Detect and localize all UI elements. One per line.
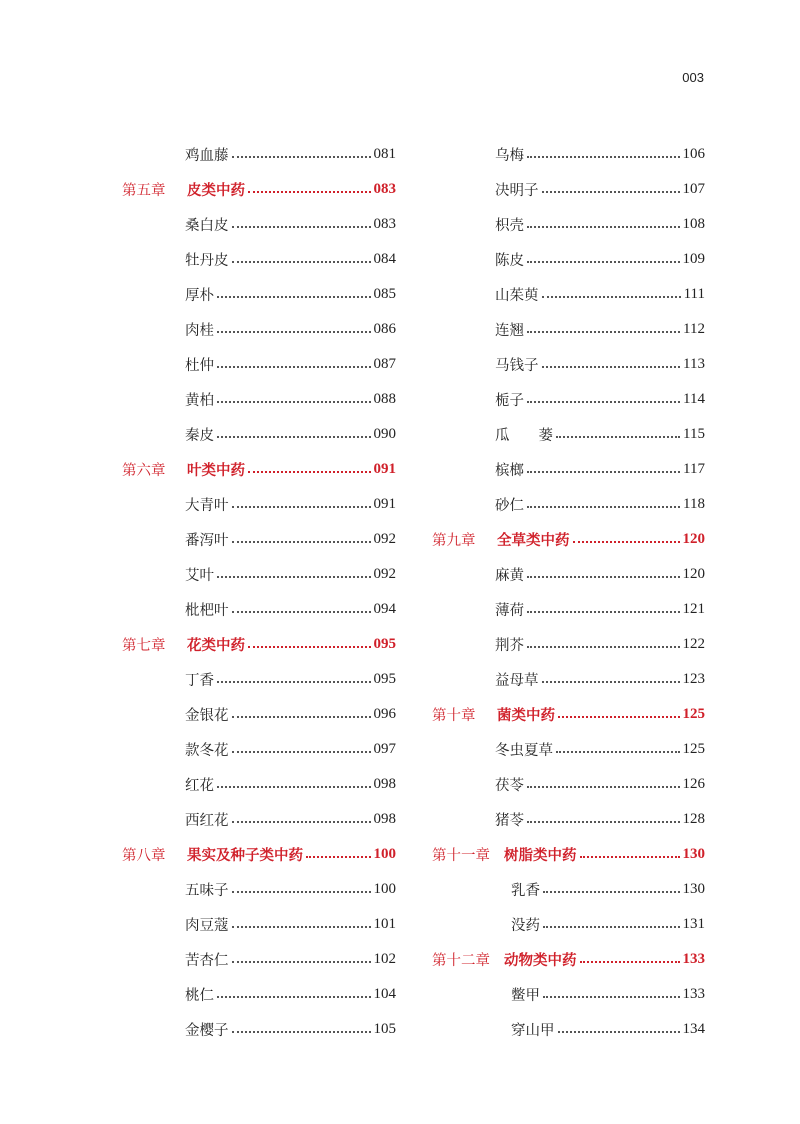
chapter-number: 第七章 [122, 638, 166, 654]
toc-entry[interactable] [122, 312, 396, 347]
entry-title: 决明子 [495, 183, 539, 199]
dot-leader [527, 786, 680, 788]
dot-leader [543, 926, 680, 928]
dot-leader [232, 506, 371, 508]
dot-leader [248, 471, 371, 473]
toc-entry[interactable] [432, 557, 705, 592]
toc-entry[interactable] [122, 417, 396, 452]
entry-title: 砂仁 [495, 498, 524, 514]
dot-leader [543, 891, 680, 893]
entry-page-number: 126 [682, 776, 705, 792]
entry-page-number: 094 [373, 601, 396, 617]
toc-entry[interactable] [432, 487, 705, 522]
entry-page-number: 121 [682, 601, 705, 617]
dot-leader [232, 611, 371, 613]
entry-page-number: 088 [373, 391, 396, 407]
chapter-number: 第九章 [432, 533, 476, 549]
dot-leader [248, 191, 371, 193]
entry-title: 连翘 [495, 323, 524, 339]
toc-chapter-entry[interactable] [432, 522, 705, 557]
chapter-number: 第五章 [122, 183, 166, 199]
entry-page-number: 106 [682, 146, 705, 162]
entry-title: 树脂类中药 [504, 848, 577, 864]
entry-title: 肉桂 [185, 323, 214, 339]
entry-page-number: 128 [682, 811, 705, 827]
toc-entry[interactable] [122, 732, 396, 767]
entry-title: 茯苓 [495, 778, 524, 794]
dot-leader [217, 401, 371, 403]
entry-title: 栀子 [495, 393, 524, 409]
entry-title: 乳香 [511, 883, 540, 899]
entry-page-number: 095 [373, 671, 396, 687]
entry-title: 全草类中药 [497, 533, 570, 549]
dot-leader [232, 541, 371, 543]
dot-leader [527, 611, 680, 613]
entry-title: 没药 [511, 918, 540, 934]
toc-entry[interactable] [432, 907, 705, 942]
entry-title: 瓜 蒌 [495, 428, 553, 444]
entry-page-number: 130 [682, 846, 705, 862]
toc-entry[interactable] [432, 627, 705, 662]
toc-chapter-entry[interactable] [432, 942, 705, 977]
entry-page-number: 115 [683, 426, 705, 442]
entry-title: 乌梅 [495, 148, 524, 164]
entry-page-number: 086 [373, 321, 396, 337]
dot-leader [556, 436, 680, 438]
toc-entry[interactable] [122, 242, 396, 277]
entry-title: 益母草 [495, 673, 539, 689]
entry-page-number: 092 [373, 566, 396, 582]
entry-title: 苦杏仁 [185, 953, 229, 969]
entry-title: 薄荷 [495, 603, 524, 619]
dot-leader [232, 156, 371, 158]
entry-title: 桑白皮 [185, 218, 229, 234]
entry-page-number: 097 [373, 741, 396, 757]
toc-entry[interactable] [122, 802, 396, 837]
dot-leader [217, 331, 371, 333]
dot-leader [527, 331, 680, 333]
entry-page-number: 081 [373, 146, 396, 162]
entry-title: 秦皮 [185, 428, 214, 444]
dot-leader [580, 961, 680, 963]
entry-page-number: 114 [683, 391, 705, 407]
dot-leader [542, 681, 680, 683]
dot-leader [217, 576, 371, 578]
chapter-number: 第十二章 [432, 953, 490, 969]
entry-page-number: 122 [682, 636, 705, 652]
entry-title: 金樱子 [185, 1023, 229, 1039]
entry-page-number: 108 [682, 216, 705, 232]
entry-title: 荆芥 [495, 638, 524, 654]
entry-page-number: 084 [373, 251, 396, 267]
entry-title: 款冬花 [185, 743, 229, 759]
toc-chapter-entry[interactable] [122, 837, 396, 872]
toc-entry[interactable] [122, 347, 396, 382]
entry-page-number: 111 [683, 286, 705, 302]
chapter-number: 第六章 [122, 463, 166, 479]
toc-entry[interactable] [122, 592, 396, 627]
entry-title: 槟榔 [495, 463, 524, 479]
toc-entry[interactable] [432, 137, 705, 172]
entry-title: 陈皮 [495, 253, 524, 269]
dot-leader [542, 366, 681, 368]
toc-entry[interactable] [122, 487, 396, 522]
entry-title: 厚朴 [185, 288, 214, 304]
entry-title: 牡丹皮 [185, 253, 229, 269]
entry-page-number: 083 [373, 216, 396, 232]
toc-entry[interactable] [432, 417, 705, 452]
entry-page-number: 091 [373, 496, 396, 512]
toc-entry[interactable] [122, 382, 396, 417]
entry-title: 猪苓 [495, 813, 524, 829]
dot-leader [527, 506, 680, 508]
toc-entry[interactable] [432, 872, 705, 907]
toc-chapter-entry[interactable] [432, 837, 705, 872]
toc-entry[interactable] [122, 207, 396, 242]
entry-page-number: 090 [373, 426, 396, 442]
dot-leader [573, 541, 680, 543]
dot-leader [542, 296, 681, 298]
entry-page-number: 125 [682, 706, 705, 722]
dot-leader [232, 891, 371, 893]
toc-entry[interactable] [122, 557, 396, 592]
entry-title: 番泻叶 [185, 533, 229, 549]
entry-title: 肉豆蔻 [185, 918, 229, 934]
toc-entry[interactable] [432, 452, 705, 487]
entry-title: 金银花 [185, 708, 229, 724]
toc-entry[interactable] [122, 942, 396, 977]
entry-page-number: 100 [373, 846, 396, 862]
toc-entry[interactable] [432, 662, 705, 697]
dot-leader [217, 681, 371, 683]
entry-title: 花类中药 [187, 638, 245, 654]
entry-page-number: 092 [373, 531, 396, 547]
entry-page-number: 104 [373, 986, 396, 1002]
dot-leader [232, 1031, 371, 1033]
toc-entry[interactable] [122, 907, 396, 942]
entry-page-number: 131 [682, 916, 705, 932]
dot-leader [248, 646, 371, 648]
entry-page-number: 101 [373, 916, 396, 932]
entry-page-number: 120 [682, 531, 705, 547]
entry-title: 皮类中药 [187, 183, 245, 199]
dot-leader [232, 926, 371, 928]
dot-leader [232, 961, 371, 963]
dot-leader [306, 856, 371, 858]
entry-page-number: 096 [373, 706, 396, 722]
entry-page-number: 120 [682, 566, 705, 582]
entry-title: 麻黄 [495, 568, 524, 584]
dot-leader [232, 716, 371, 718]
toc-entry[interactable] [122, 662, 396, 697]
dot-leader [217, 296, 371, 298]
toc-chapter-entry[interactable] [122, 172, 396, 207]
toc-chapter-entry[interactable] [432, 697, 705, 732]
toc-entry[interactable] [432, 312, 705, 347]
entry-title: 大青叶 [185, 498, 229, 514]
entry-title: 丁香 [185, 673, 214, 689]
entry-page-number: 133 [682, 986, 705, 1002]
toc-entry[interactable] [122, 872, 396, 907]
toc-entry[interactable] [432, 382, 705, 417]
entry-title: 动物类中药 [504, 953, 577, 969]
dot-leader [527, 401, 680, 403]
toc-entry[interactable] [432, 802, 705, 837]
dot-leader [556, 751, 680, 753]
toc-entry[interactable] [122, 522, 396, 557]
dot-leader [527, 821, 680, 823]
entry-title: 叶类中药 [187, 463, 245, 479]
toc-entry[interactable] [432, 277, 705, 312]
entry-title: 山茱萸 [495, 288, 539, 304]
entry-title: 五味子 [185, 883, 229, 899]
toc-entry[interactable] [432, 347, 705, 382]
entry-page-number: 095 [373, 636, 396, 652]
dot-leader [232, 751, 371, 753]
toc-entry[interactable] [432, 242, 705, 277]
entry-title: 黄柏 [185, 393, 214, 409]
entry-page-number: 091 [373, 461, 396, 477]
page-number: 003 [682, 70, 704, 85]
dot-leader [217, 436, 371, 438]
entry-page-number: 098 [373, 776, 396, 792]
entry-title: 菌类中药 [497, 708, 555, 724]
toc-entry[interactable] [432, 1012, 705, 1047]
toc-column-right [432, 137, 705, 1047]
entry-title: 穿山甲 [511, 1023, 555, 1039]
entry-title: 红花 [185, 778, 214, 794]
dot-leader [558, 716, 680, 718]
entry-page-number: 083 [373, 181, 396, 197]
entry-page-number: 133 [682, 951, 705, 967]
entry-page-number: 085 [373, 286, 396, 302]
entry-page-number: 123 [682, 671, 705, 687]
dot-leader [527, 471, 680, 473]
dot-leader [543, 996, 680, 998]
entry-page-number: 102 [373, 951, 396, 967]
entry-title: 枇杷叶 [185, 603, 229, 619]
dot-leader [527, 261, 680, 263]
entry-page-number: 087 [373, 356, 396, 372]
entry-title: 鸡血藤 [185, 148, 229, 164]
dot-leader [232, 261, 371, 263]
entry-page-number: 100 [373, 881, 396, 897]
toc-entry[interactable] [432, 977, 705, 1012]
dot-leader [217, 786, 371, 788]
entry-title: 果实及种子类中药 [187, 848, 303, 864]
dot-leader [527, 646, 680, 648]
entry-page-number: 113 [683, 356, 705, 372]
dot-leader [527, 226, 680, 228]
toc-entry[interactable] [432, 207, 705, 242]
entry-title: 西红花 [185, 813, 229, 829]
toc-entry[interactable] [122, 977, 396, 1012]
dot-leader [558, 1031, 680, 1033]
toc-entry[interactable] [432, 592, 705, 627]
toc-entry[interactable] [122, 697, 396, 732]
chapter-number: 第八章 [122, 848, 166, 864]
entry-page-number: 107 [682, 181, 705, 197]
entry-title: 艾叶 [185, 568, 214, 584]
entry-title: 马钱子 [495, 358, 539, 374]
dot-leader [527, 576, 680, 578]
toc-entry[interactable] [122, 767, 396, 802]
entry-page-number: 112 [683, 321, 705, 337]
chapter-number: 第十章 [432, 708, 476, 724]
entry-page-number: 125 [682, 741, 705, 757]
dot-leader [217, 996, 371, 998]
toc-entry[interactable] [122, 277, 396, 312]
dot-leader [217, 366, 371, 368]
entry-page-number: 098 [373, 811, 396, 827]
toc-entry[interactable] [432, 767, 705, 802]
chapter-number: 第十一章 [432, 848, 490, 864]
dot-leader [580, 856, 680, 858]
toc-entry[interactable] [122, 137, 396, 172]
entry-page-number: 118 [683, 496, 705, 512]
dot-leader [232, 821, 371, 823]
toc-chapter-entry[interactable] [122, 452, 396, 487]
entry-page-number: 105 [373, 1021, 396, 1037]
toc-entry[interactable] [432, 172, 705, 207]
entry-page-number: 109 [682, 251, 705, 267]
entry-title: 杜仲 [185, 358, 214, 374]
toc-entry[interactable] [122, 1012, 396, 1047]
entry-title: 冬虫夏草 [495, 743, 553, 759]
entry-page-number: 134 [682, 1021, 705, 1037]
entry-title: 枳壳 [495, 218, 524, 234]
toc-column-left [122, 137, 396, 1047]
entry-page-number: 117 [683, 461, 705, 477]
entry-title: 桃仁 [185, 988, 214, 1004]
toc-entry[interactable] [432, 732, 705, 767]
dot-leader [232, 226, 371, 228]
dot-leader [527, 156, 680, 158]
toc-chapter-entry[interactable] [122, 627, 396, 662]
entry-page-number: 130 [682, 881, 705, 897]
dot-leader [542, 191, 680, 193]
entry-title: 鳖甲 [511, 988, 540, 1004]
